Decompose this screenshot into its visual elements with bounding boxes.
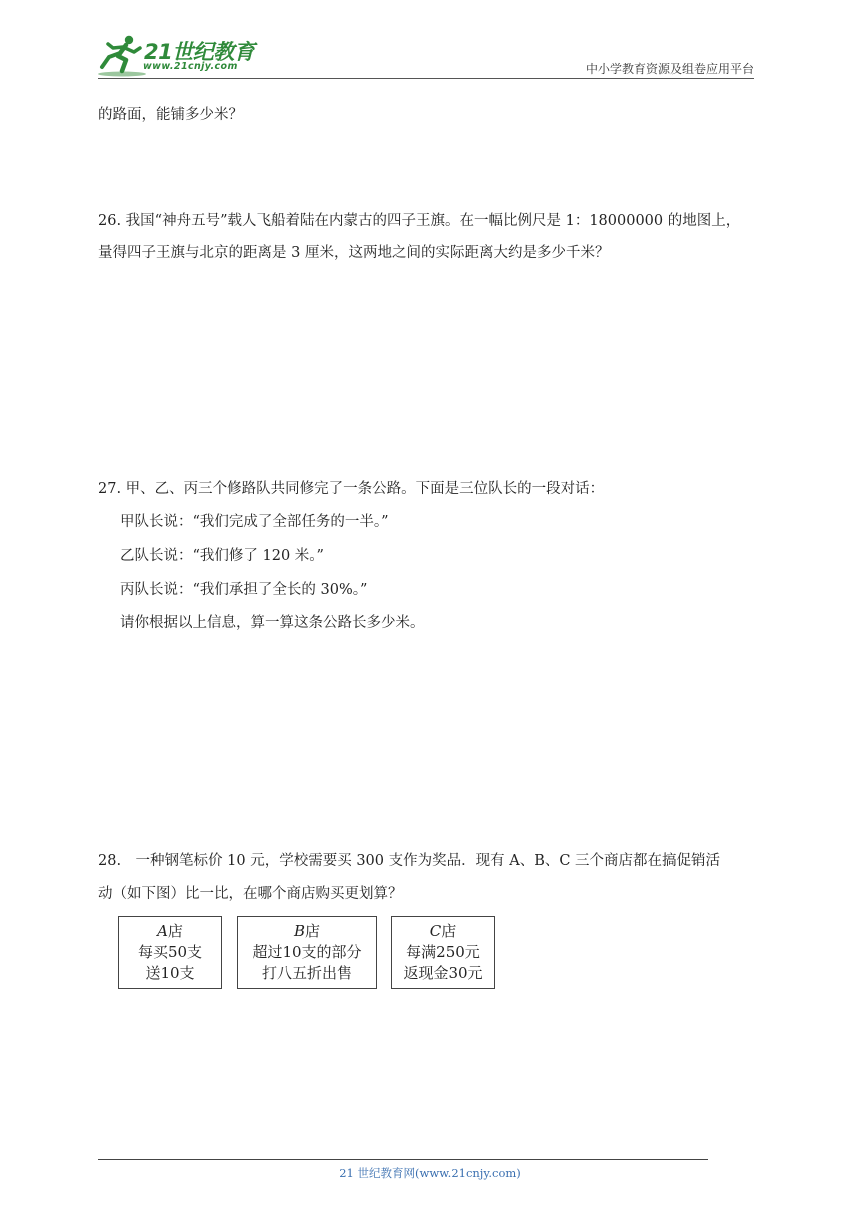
- running-figure-icon: [96, 34, 146, 78]
- question-27-line-3: 乙队长说：“我们修了 120 米。”: [120, 548, 324, 564]
- question-28-line-1: 28. 一种钢笔标价 10 元，学校需要买 300 支作为奖品．现有 A、B、C 三个商店都在搞促销活: [98, 853, 721, 869]
- shop-c-offer-line-2: 返现金30元: [403, 964, 483, 982]
- shop-b-box: [237, 916, 377, 989]
- shop-b-offer-line-2: 打八五折出售: [261, 964, 352, 982]
- footer-link[interactable]: 21 世纪教育网(www.21cnjy.com): [339, 1166, 521, 1180]
- shop-a-offer-line-1: 每买50支: [137, 943, 203, 961]
- shop-b-title: B店: [293, 922, 321, 940]
- question-25-tail: 的路面，能铺多少米？: [98, 107, 243, 123]
- site-logo[interactable]: [96, 34, 266, 78]
- shop-a-offer-line-2: 送10支: [145, 964, 195, 982]
- question-26-line-2: 量得四子王旗与北京的距离是 3 厘米，这两地之间的实际距离大约是多少千米？: [98, 245, 610, 261]
- shop-a-box: [118, 916, 222, 989]
- question-27-line-1: 27. 甲、乙、丙三个修路队共同修完了一条公路。下面是三位队长的一段对话：: [98, 481, 605, 497]
- shop-c-title: C店: [429, 922, 457, 940]
- platform-title: 中小学教育资源及组卷应用平台: [585, 62, 754, 76]
- header-divider: [98, 78, 754, 79]
- question-26-line-1: 26. 我国“神舟五号”载人飞船着陆在内蒙古的四子王旗。在一幅比例尺是 1：18000000 的地图上，: [98, 213, 741, 229]
- question-27-line-2: 甲队长说：“我们完成了全部任务的一半。”: [120, 514, 389, 530]
- page-header: [0, 0, 860, 82]
- question-27-line-5: 请你根据以上信息，算一算这条公路长多少米。: [120, 615, 425, 631]
- shop-a-title: A店: [157, 922, 183, 940]
- question-28-line-2: 动（如下图）比一比，在哪个商店购买更划算？: [98, 886, 403, 902]
- shop-b-offer-line-1: 超过10支的部分: [252, 943, 362, 961]
- logo-url: www.21cnjy.com: [143, 61, 238, 72]
- shop-c-offer-line-1: 每满250元: [406, 943, 480, 961]
- footer-divider: [98, 1159, 708, 1160]
- logo-text: 21世纪教育: [144, 40, 255, 64]
- question-27-line-4: 丙队长说：“我们承担了全长的 30%。”: [120, 582, 368, 598]
- shop-c-box: [391, 916, 495, 989]
